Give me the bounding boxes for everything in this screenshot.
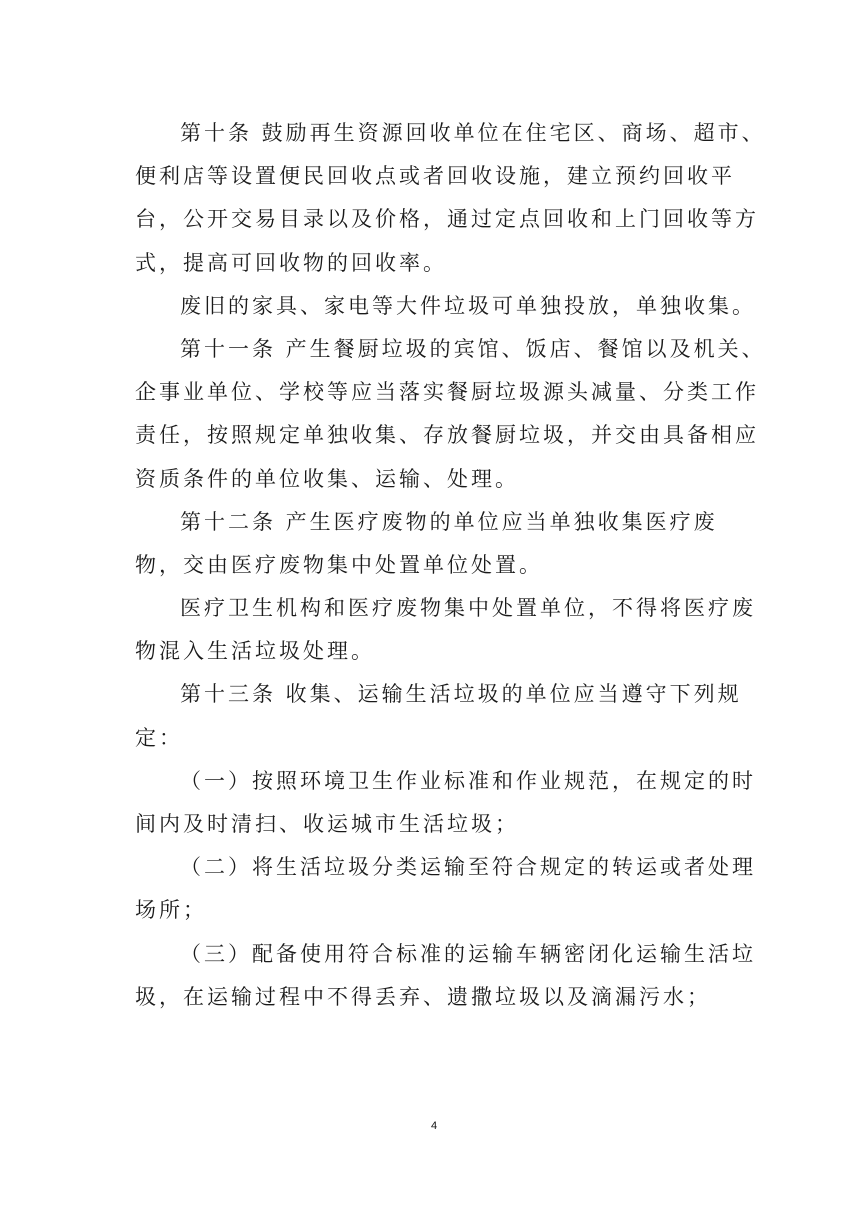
article-13-item-1-line-1: （一）按照环境卫生作业标准和作业规范，在规定的时 bbox=[180, 768, 756, 793]
article-11-line-3: 责任，按照规定单独收集、存放餐厨垃圾，并交由具备相应 bbox=[135, 423, 759, 448]
document-body bbox=[135, 112, 766, 1019]
article-11-line-4: 资质条件的单位收集、运输、处理。 bbox=[135, 466, 519, 491]
article-13-line-1: 第十三条 收集、运输生活垃圾的单位应当遵守下列规 bbox=[180, 682, 742, 707]
article-12-para-2-line-2: 物混入生活垃圾处理。 bbox=[135, 639, 375, 664]
article-13-item-3-line-2: 圾，在运输过程中不得丢弃、遗撒垃圾以及滴漏污水； bbox=[135, 984, 711, 1009]
article-11-line-1: 第十一条 产生餐厨垃圾的宾馆、饭店、餐馆以及机关、 bbox=[180, 336, 766, 361]
article-10-para-2: 废旧的家具、家电等大件垃圾可单独投放，单独收集。 bbox=[180, 293, 756, 318]
article-11-line-2: 企事业单位、学校等应当落实餐厨垃圾源头减量、分类工作 bbox=[135, 380, 759, 405]
article-10-line-3: 台，公开交易目录以及价格，通过定点回收和上门回收等方 bbox=[135, 207, 759, 232]
article-13-item-3-line-1: （三）配备使用符合标准的运输车辆密闭化运输生活垃 bbox=[180, 941, 756, 966]
article-10-line-2: 便利店等设置便民回收点或者回收设施，建立预约回收平 bbox=[135, 164, 735, 189]
article-13-item-1-line-2: 间内及时清扫、收运城市生活垃圾； bbox=[135, 812, 519, 836]
article-13-line-2: 定： bbox=[135, 725, 183, 750]
article-10-line-4: 式，提高可回收物的回收率。 bbox=[135, 250, 447, 275]
article-13-item-2-line-1: （二）将生活垃圾分类运输至符合规定的转运或者处理 bbox=[180, 855, 756, 880]
article-12-line-2: 物，交由医疗废物集中处置单位处置。 bbox=[135, 552, 543, 577]
article-13-item-2-line-2: 场所； bbox=[135, 898, 207, 923]
article-12-line-1: 第十二条 产生医疗废物的单位应当单独收集医疗废 bbox=[180, 509, 718, 534]
page-number: 4 bbox=[430, 1120, 438, 1132]
article-10-line-1: 第十条 鼓励再生资源回收单位在住宅区、商场、超市、 bbox=[180, 121, 766, 145]
article-12-para-2-line-1: 医疗卫生机构和医疗废物集中处置单位，不得将医疗废 bbox=[180, 596, 756, 621]
